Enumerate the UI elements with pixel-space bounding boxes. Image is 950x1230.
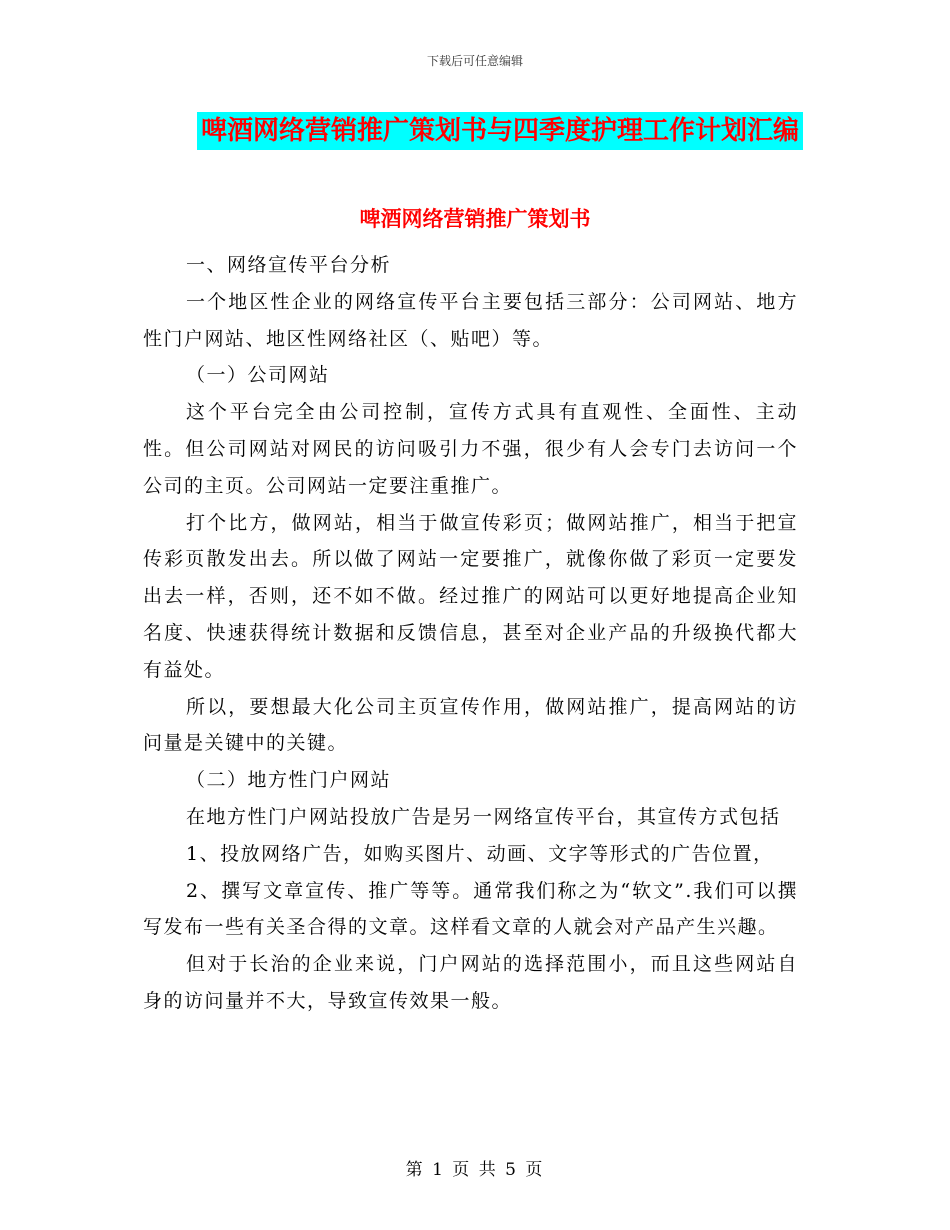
paragraph: 所以，要想最大化公司主页宣传作用，做网站推广，提高网站的访问量是关键中的关键。 — [143, 695, 798, 755]
document-body — [143, 247, 798, 1020]
subsection-heading: （二）地方性门户网站 — [186, 769, 392, 792]
list-item: 2、撰写文章宣传、推广等等。通常我们称之为“软文”.我们可以撰写发布一些有关圣合得的文章。这样看文章的人就会对产品产生兴趣。 — [143, 879, 798, 939]
sub-title: 啤酒网络营销推广策划书 — [359, 207, 591, 231]
header-note: 下载后可任意编辑 — [426, 54, 523, 68]
paragraph: 这个平台完全由公司控制，宣传方式具有直观性、全面性、主动性。但公司网站对网民的访问吸引力不强，很少有人会专门去访问一个公司的主页。公司网站一定要注重推广。 — [143, 401, 798, 497]
section-heading: 一、网络宣传平台分析 — [186, 254, 392, 276]
subsection-heading: （一）公司网站 — [186, 364, 330, 387]
list-item: 1、投放网络广告，如购买图片、动画、文字等形式的广告位置， — [186, 842, 774, 865]
paragraph: 打个比方，做网站，相当于做宣传彩页；做网站推广，相当于把宣传彩页散发出去。所以做了网站一定要推广，就像你做了彩页一定要发出去一样，否则，还不如不做。经过推广的网站可以更好地提高企业知名度、快速获得统计数据和反馈信息，甚至对企业产品的升级换代都大有益处。 — [143, 511, 798, 681]
paragraph: 但对于长治的企业来说，门户网站的选择范围小，而且这些网站自身的访问量并不大，导致宣传效果一般。 — [143, 953, 798, 1012]
page-number: 第 1 页 共 5 页 — [405, 1160, 545, 1180]
main-title: 啤酒网络营销推广策划书与四季度护理工作计划汇编 — [197, 112, 803, 150]
paragraph: 在地方性门户网站投放广告是另一网络宣传平台，其宣传方式包括 — [186, 805, 781, 828]
paragraph: 一个地区性企业的网络宣传平台主要包括三部分：公司网站、地方性门户网站、地区性网络社区（、贴吧）等。 — [143, 290, 798, 350]
